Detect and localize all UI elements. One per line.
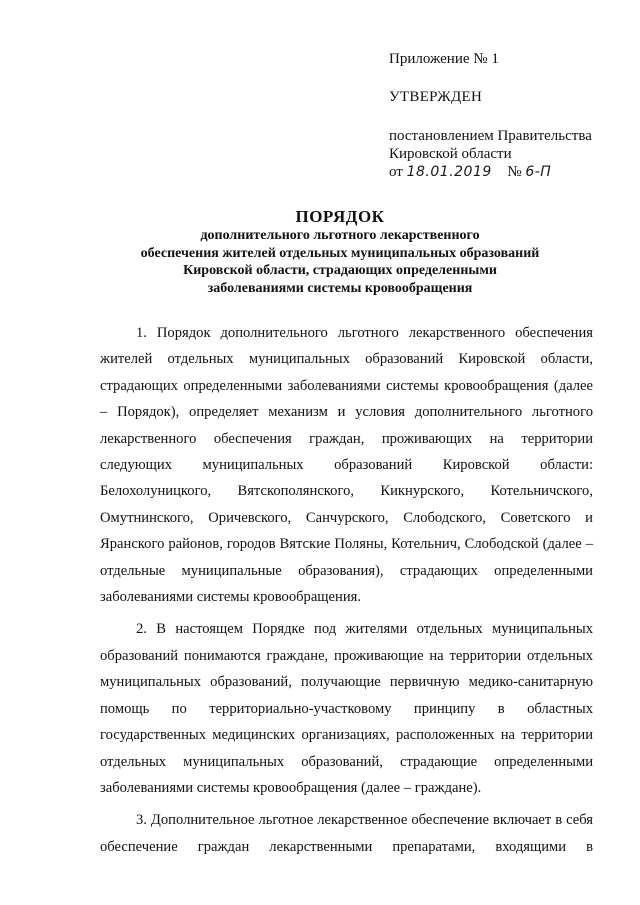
number-prefix: №: [507, 164, 522, 180]
decree-date-line: [389, 163, 592, 181]
document-subtitle-line: Кировской области, страдающих определенными: [183, 263, 497, 278]
paragraph-3: 3. Дополнительное льготное лекарственное обеспечение включает в себя обеспечение граждан лекарственными препаратами, входящими в: [100, 812, 593, 855]
decree-line-1: постановлением Правительства: [389, 128, 592, 144]
document-body: [100, 320, 593, 860]
document-subtitle-line: обеспечения жителей отдельных муниципальных образований: [140, 245, 540, 261]
decree-line-2: Кировской области: [389, 146, 512, 162]
decree-reference: [389, 127, 592, 181]
handwritten-number: 6-П: [525, 164, 552, 180]
document-subtitle-line: дополнительного льготного лекарственного: [200, 228, 480, 243]
paragraph-2: 2. В настоящем Порядке под жителями отдельных муниципальных образований понимаются граждане, проживающие на территории отдельных муниципальных образований, получающие первичную медико-санитарную помощь по территориально-участковому принципу в областных государственных медицинских организациях, расположенных на территории отдельных муниципальных образований, страдающие определенными заболеваниями системы кровообращения (далее – граждане).: [100, 621, 593, 796]
approved-label: УТВЕРЖДЕН: [389, 89, 483, 105]
document-subtitle-line: заболеваниями системы кровообращения: [207, 280, 473, 296]
handwritten-date: 18.01.2019: [406, 164, 492, 180]
annex-label: Приложение № 1: [389, 51, 499, 67]
paragraph-1: 1. Порядок дополнительного льготного лекарственного обеспечения жителей отдельных муниципальных образований Кировской области, страдающих определенными заболеваниями системы кровообращения (далее – Порядок), определяет механизм и условия дополнительного льготного лекарственного обеспечения граждан, проживающих на территории следующих муниципальных образований Кировской области: Белохолуницкого, Вятскополянского, Кикнурского, Котельничского, Омутнинского, Оричевского, Санчурского, Слободского, Советского и Яранского районов, городов Вятские Поляны, Котельнич, Слободской (далее – отдельные муниципальные образования), страдающих определенными заболеваниями системы кровообращения.: [100, 325, 593, 606]
date-prefix: от: [389, 164, 403, 180]
document-title-block: [100, 207, 580, 297]
document-title: ПОРЯДОК: [295, 207, 385, 226]
